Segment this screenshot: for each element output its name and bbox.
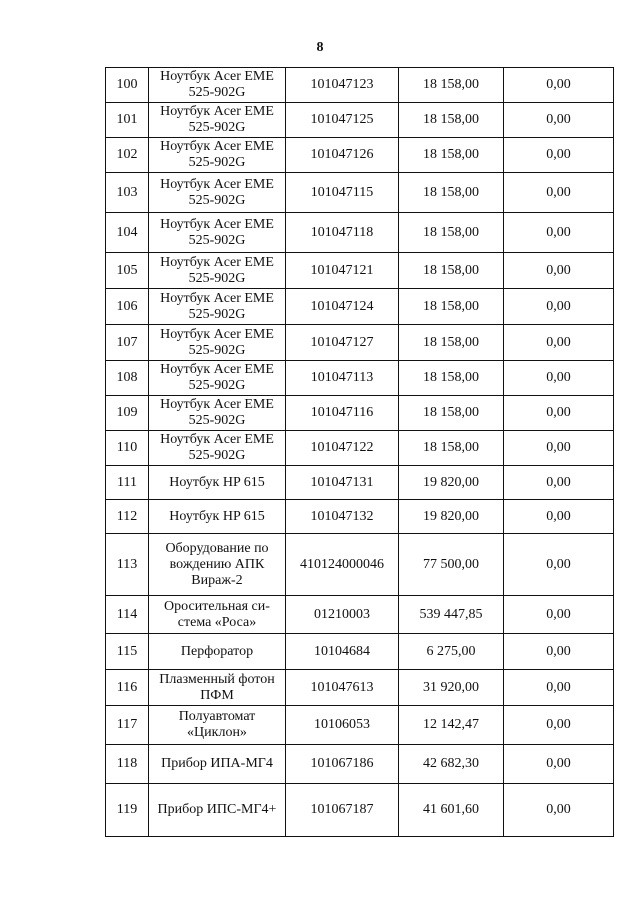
cost-cell: 18 158,00: [399, 173, 504, 213]
residual-value-cell: 0,00: [504, 173, 614, 213]
residual-value-cell: 0,00: [504, 325, 614, 361]
row-number-cell: 110: [106, 431, 149, 466]
cost-cell: 18 158,00: [399, 396, 504, 431]
table-row: [106, 253, 614, 289]
cost-cell: 18 158,00: [399, 213, 504, 253]
cost-cell: 18 158,00: [399, 431, 504, 466]
residual-value-cell: 0,00: [504, 706, 614, 745]
row-number-cell: 107: [106, 325, 149, 361]
residual-value-cell: 0,00: [504, 634, 614, 670]
cost-cell: 18 158,00: [399, 253, 504, 289]
inventory-number-cell: 101047613: [286, 670, 399, 706]
inventory-number-cell: 10104684: [286, 634, 399, 670]
inventory-number-cell: 101047126: [286, 138, 399, 173]
item-name-cell: Ноутбук HP 615: [149, 500, 286, 534]
item-name-cell: Ноутбук Acer EME 525-902G: [149, 253, 286, 289]
item-name-cell: Перфоратор: [149, 634, 286, 670]
cost-cell: 6 275,00: [399, 634, 504, 670]
table-row: [106, 670, 614, 706]
row-number-cell: 119: [106, 784, 149, 837]
table-row: [106, 68, 614, 103]
item-name-cell: Полуавтомат «Циклон»: [149, 706, 286, 745]
inventory-number-cell: 101047113: [286, 361, 399, 396]
row-number-cell: 101: [106, 103, 149, 138]
item-name-cell: Ноутбук Acer EME 525-902G: [149, 325, 286, 361]
table-row: [106, 534, 614, 596]
residual-value-cell: 0,00: [504, 534, 614, 596]
item-name-cell: Оборудование по вождению АПК Вираж-2: [149, 534, 286, 596]
row-number-cell: 104: [106, 213, 149, 253]
item-name-cell: Оросительная си-стема «Роса»: [149, 596, 286, 634]
residual-value-cell: 0,00: [504, 289, 614, 325]
cost-cell: 18 158,00: [399, 325, 504, 361]
row-number-cell: 112: [106, 500, 149, 534]
row-number-cell: 113: [106, 534, 149, 596]
cost-cell: 31 920,00: [399, 670, 504, 706]
residual-value-cell: 0,00: [504, 596, 614, 634]
inventory-number-cell: 101047122: [286, 431, 399, 466]
residual-value-cell: 0,00: [504, 138, 614, 173]
cost-cell: 18 158,00: [399, 103, 504, 138]
cost-cell: 19 820,00: [399, 466, 504, 500]
item-name-cell: Плазменный фотон ПФМ: [149, 670, 286, 706]
item-name-cell: Ноутбук Acer EME 525-902G: [149, 138, 286, 173]
row-number-cell: 103: [106, 173, 149, 213]
item-name-cell: Ноутбук Acer EME 525-902G: [149, 213, 286, 253]
table-row: [106, 500, 614, 534]
residual-value-cell: 0,00: [504, 103, 614, 138]
row-number-cell: 115: [106, 634, 149, 670]
table-row: [106, 634, 614, 670]
cost-cell: 18 158,00: [399, 68, 504, 103]
residual-value-cell: 0,00: [504, 500, 614, 534]
cost-cell: 18 158,00: [399, 138, 504, 173]
inventory-number-cell: 101047116: [286, 396, 399, 431]
inventory-number-cell: 101047121: [286, 253, 399, 289]
table-row: [106, 289, 614, 325]
item-name-cell: Ноутбук Acer EME 525-902G: [149, 103, 286, 138]
table-row: [106, 596, 614, 634]
row-number-cell: 118: [106, 745, 149, 784]
residual-value-cell: 0,00: [504, 466, 614, 500]
cost-cell: 18 158,00: [399, 289, 504, 325]
table-row: [106, 745, 614, 784]
item-name-cell: Ноутбук Acer EME 525-902G: [149, 396, 286, 431]
table-row: [106, 138, 614, 173]
inventory-number-cell: 101047115: [286, 173, 399, 213]
table-row: [106, 103, 614, 138]
item-name-cell: Прибор ИПА-МГ4: [149, 745, 286, 784]
inventory-number-cell: 101067187: [286, 784, 399, 837]
cost-cell: 18 158,00: [399, 361, 504, 396]
inventory-number-cell: 101047123: [286, 68, 399, 103]
item-name-cell: Ноутбук Acer EME 525-902G: [149, 173, 286, 213]
row-number-cell: 106: [106, 289, 149, 325]
cost-cell: 539 447,85: [399, 596, 504, 634]
inventory-number-cell: 01210003: [286, 596, 399, 634]
row-number-cell: 116: [106, 670, 149, 706]
cost-cell: 42 682,30: [399, 745, 504, 784]
table-row: [106, 396, 614, 431]
inventory-table: [105, 67, 614, 837]
table-row: [106, 361, 614, 396]
residual-value-cell: 0,00: [504, 213, 614, 253]
row-number-cell: 117: [106, 706, 149, 745]
item-name-cell: Ноутбук Acer EME 525-902G: [149, 289, 286, 325]
item-name-cell: Ноутбук HP 615: [149, 466, 286, 500]
table-row: [106, 784, 614, 837]
inventory-number-cell: 101047132: [286, 500, 399, 534]
inventory-number-cell: 101047124: [286, 289, 399, 325]
residual-value-cell: 0,00: [504, 784, 614, 837]
table-row: [106, 213, 614, 253]
item-name-cell: Ноутбук Acer EME 525-902G: [149, 68, 286, 103]
table-row: [106, 325, 614, 361]
row-number-cell: 100: [106, 68, 149, 103]
residual-value-cell: 0,00: [504, 68, 614, 103]
cost-cell: 77 500,00: [399, 534, 504, 596]
cost-cell: 41 601,60: [399, 784, 504, 837]
page-number: 8: [316, 40, 324, 55]
inventory-number-cell: 101047127: [286, 325, 399, 361]
inventory-number-cell: 101047125: [286, 103, 399, 138]
residual-value-cell: 0,00: [504, 253, 614, 289]
row-number-cell: 114: [106, 596, 149, 634]
inventory-number-cell: 10106053: [286, 706, 399, 745]
item-name-cell: Ноутбук Acer EME 525-902G: [149, 361, 286, 396]
table-row: [106, 706, 614, 745]
inventory-number-cell: 101047131: [286, 466, 399, 500]
residual-value-cell: 0,00: [504, 745, 614, 784]
inventory-table-body: [106, 68, 614, 837]
residual-value-cell: 0,00: [504, 431, 614, 466]
item-name-cell: Ноутбук Acer EME 525-902G: [149, 431, 286, 466]
residual-value-cell: 0,00: [504, 670, 614, 706]
inventory-number-cell: 101067186: [286, 745, 399, 784]
table-row: [106, 466, 614, 500]
inventory-number-cell: 410124000046: [286, 534, 399, 596]
cost-cell: 19 820,00: [399, 500, 504, 534]
row-number-cell: 108: [106, 361, 149, 396]
table-row: [106, 173, 614, 213]
cost-cell: 12 142,47: [399, 706, 504, 745]
row-number-cell: 111: [106, 466, 149, 500]
row-number-cell: 105: [106, 253, 149, 289]
inventory-number-cell: 101047118: [286, 213, 399, 253]
table-row: [106, 431, 614, 466]
item-name-cell: Прибор ИПС-МГ4+: [149, 784, 286, 837]
row-number-cell: 109: [106, 396, 149, 431]
residual-value-cell: 0,00: [504, 361, 614, 396]
residual-value-cell: 0,00: [504, 396, 614, 431]
row-number-cell: 102: [106, 138, 149, 173]
